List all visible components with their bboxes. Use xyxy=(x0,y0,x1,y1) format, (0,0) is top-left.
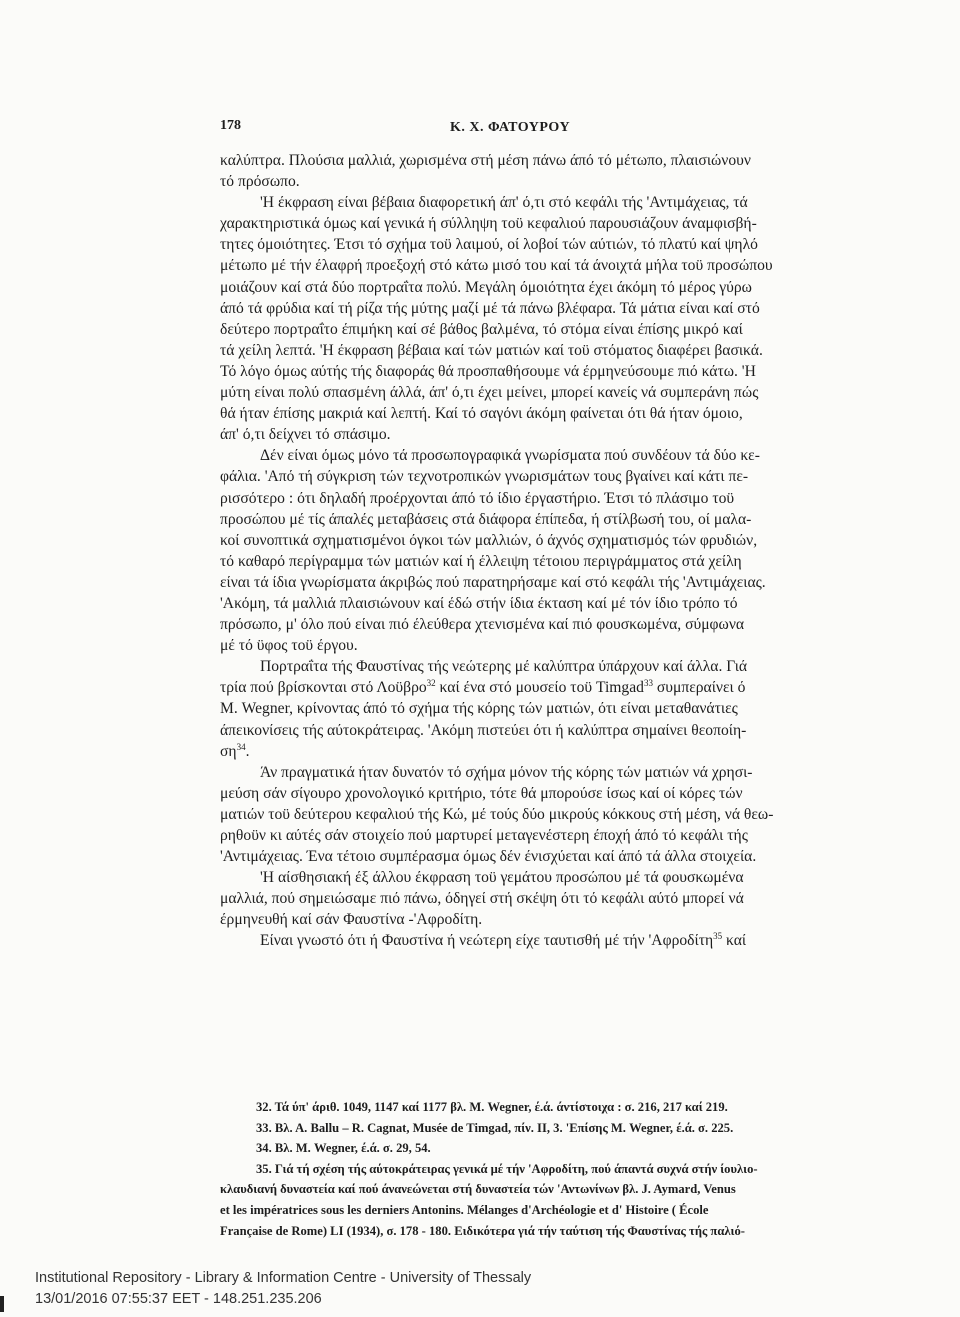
body-line: μέ τό ϋφος τοϋ έργου. xyxy=(220,637,358,655)
footnote-35: 35. Γιά τή σχέση τής αύτοκράτειρας γενικά μέ τήν 'Αφροδίτη, πού άπαντά συχνά στήν ίουλιο- xyxy=(256,1161,758,1176)
footnote-34: 34. Βλ. Μ. Wegner, έ.ά. σ. 29, 54. xyxy=(256,1141,431,1156)
body-line: Μ. Wegner, κρίνοντας άπό τό σχήμα τής κόρης τών ματιών, ότι είναι μεταθανάτιες xyxy=(220,700,738,718)
body-line: έρμηνευθή καί σάν Φαυστίνα -'Αφροδίτη. xyxy=(220,911,483,929)
body-line: μύτη είναι πολύ σπασμένη άλλά, άπ' ό,τι έχει μείνει, μπορεί κανείς νά συμπεράνη πώς xyxy=(220,384,759,402)
body-line xyxy=(220,741,868,762)
body-line: 'Η αίσθησιακή έξ άλλου έκφραση τοϋ γεμάτου προσώπου μέ τά φουσκωμένα xyxy=(260,869,744,887)
body-line: χαρακτηριστικά όμως καί γενικά ή σύλληψη τοϋ κεφαλιού παρουσιάζουν άναμφισβή- xyxy=(220,215,757,233)
footnote-32: 32. Τά ύπ' άριθ. 1049, 1147 καί 1177 βλ. Μ. Wegner, έ.ά. άντίστοιχα : σ. 216, 217 καί 219. xyxy=(256,1100,728,1114)
body-line: Πορτραΐτα τής Φαυστίνας τής νεώτερης μέ καλύπτρα ύπάρχουν καί άλλα. Γιά xyxy=(260,658,748,676)
body-line: τητες όμοιότητες. Έτσι τό σχήμα τοϋ λαιμού, οί λοβοί τών αύτιών, τό πλατύ καί ψηλό xyxy=(220,236,758,254)
body-line: τό καθαρό περίγραμμα τών ματιών καί ή έλλειψη τέτοιου περιγράμματος στά χείλη xyxy=(220,552,742,570)
body-line: φάλια. 'Από τή σύγκριση τών τεχνοτροπικών γνωρισμάτων τους βγαίνει καί κάτι πε- xyxy=(220,468,749,486)
body-line: άπ' ό,τι δείχνει τό σπάσιμο. xyxy=(220,426,391,444)
body-line: ρισσότερο : ότι δηλαδή προέρχονται άπό τό ίδιο έργαστήριο. Έτσι τό πλάσιμο τοϋ xyxy=(220,489,735,507)
body-line: τό πρόσωπο. xyxy=(220,173,300,191)
body-line: 'Ακόμη, τά μαλλιά πλαισιώνουν καί έδώ στήν ίδια έκταση καί μέ τόν ίδιο τρόπο τό xyxy=(220,594,738,612)
footnote-ref-33: 33 xyxy=(643,678,653,689)
body-line: είναι τά ίδια γνωρίσματα άκριβώς πού παρατηρήσαμε καί στό κεφάλι τής 'Αντιμάχειας. xyxy=(220,573,766,591)
body-line: δεύτερο πορτραΐτο έπιμήκη καί σέ βάθος βαλμένα, τό στόμα είναι έπίσης μικρό καί xyxy=(220,320,743,338)
body-line: μέτωπο μέ τήν έλαφρή προεξοχή στό κάτω μισό του καί τά άνοιχτά μήλα τοϋ προσώπου xyxy=(220,257,773,275)
body-line: μοιάζουν καί στά δύο πορτραΐτα πολύ. Μεγάλη όμοιότητα έχει άκόμη τό μέρος γύρω xyxy=(220,278,752,296)
body-line: τά χείλη λεπτά. 'Η έκφραση βέβαια καί τών ματιών καί τοϋ στόματος διαφέρει βασικά. xyxy=(220,341,763,359)
body-fragment: ση xyxy=(220,742,237,760)
body-line: Άν πραγματικά ήταν δυνατόν τό σχήμα μόνον τής κόρης τών ματιών νά χρησι- xyxy=(260,763,753,781)
body-line: ρηθοϋν κι αύτές σάν στοιχείο πού μαρτυρεί μεταγενέστερη έποχή άπό τό κεφάλι τής xyxy=(220,827,748,844)
body-line: κοί συνοπτικά σχηματισμένοι όγκοι τών μαλλιών, ό άχνός σχηματισμός τών φρυδιών, xyxy=(220,531,758,549)
body-fragment: καί ένα στό μουσείο τοϋ Timgad xyxy=(435,679,644,697)
body-line xyxy=(220,930,868,951)
body-line: μαλλιά, πού σημειώσαμε πιό πάνω, όδηγεί στή σκέψη ότι τό κεφάλι αύτό μπορεί νά xyxy=(220,890,744,908)
body-fragment: τρία πού βρίσκονται στό Λοϋβρο xyxy=(220,679,427,697)
footnote-ref-32: 32 xyxy=(426,678,436,689)
body-fragment: Είναι γνωστό ότι ή Φαυστίνα ή νεώτερη είχε ταυτισθή μέ τήν 'Αφροδίτη xyxy=(260,932,714,950)
watermark-line-1: Institutional Repository - Library & Information Centre - University of Thessaly xyxy=(35,1270,532,1286)
body-line: άπεικονίσεις τής αύτοκράτειρας. 'Ακόμη πιστεύει ότι ή καλύπτρα σημαίνει θεοποίη- xyxy=(220,721,747,739)
body-line: άπό τά φρύδια καί τή ρίζα τής μύτης μαζί μέ τά πάνω βλέφαρα. Τά μάτια είναι καί στό xyxy=(220,299,760,317)
body-line: 'Αντιμάχειας. Ένα τέτοιο συμπέρασμα όμως δέν ένισχύεται καί άπό τά άλλα στοιχεία. xyxy=(220,848,757,866)
body-line: 'Η έκφραση είναι βέβαια διαφορετική άπ' ό,τι στό κεφάλι τής 'Αντιμάχειας, τά xyxy=(260,194,748,212)
body-line: καλύπτρα. Πλούσια μαλλιά, χωρισμένα στή μέση πάνω άπό τό μέτωπο, πλαισιώνουν xyxy=(220,152,751,169)
watermark-line-2: 13/01/2016 07:55:37 EET - 148.251.235.206 xyxy=(35,1291,322,1307)
body-fragment: συμπεραίνει ό xyxy=(652,679,746,697)
body-line: Δέν είναι όμως μόνο τά προσωπογραφικά γνωρίσματα πού συνδέουν τά δύο κε- xyxy=(260,447,760,465)
body-line: θά ήταν έπίσης μακριά καί λεπτή. Καί τό σαγόνι άκόμη φαίνεται ότι θά ήταν όμοιο, xyxy=(220,405,743,423)
page-number: 178 xyxy=(220,118,241,133)
footnote-35-line: κλαυδιανή δυναστεία καί πού άνανεώνεται στή δυναστεία τών 'Αντωνίνων βλ. J. Aymard, Venus xyxy=(220,1182,736,1197)
running-head: Κ. Χ. ΦΑΤΟΥΡΟΥ xyxy=(450,120,571,135)
footnote-ref-35: 35 xyxy=(713,931,723,942)
footnote-ref-34: 34 xyxy=(236,741,246,752)
footnote-35-line: Française de Rome) LI (1934), σ. 178 - 180. Ειδικότερα γιά τήν ταύτιση τής Φαυστίνας τής παλιό- xyxy=(220,1223,745,1238)
body-line: πρόσωπο, μ' όλο πού είναι πιό έλεύθερα χτενισμένα καί πιό φουσκωμένα, σύμφωνα xyxy=(220,616,745,634)
body-line: προσώπου μέ τίς άπαλές μεταβάσεις στά διάφορα έπίπεδα, ή στίλβωσή του, οί μαλα- xyxy=(220,510,752,528)
body-text xyxy=(220,150,868,952)
body-line: μεύση σάν σίγουρο χρονολογικό κριτήριο, τότε θά μπορούσε ίσως καί οί κόρες τών xyxy=(220,784,743,802)
body-fragment: καί xyxy=(722,932,747,950)
repository-watermark xyxy=(35,1268,531,1310)
footnotes xyxy=(220,1097,868,1241)
body-fragment: . xyxy=(245,742,250,760)
footnote-33: 33. Βλ. Α. Ballu – R. Cagnat, Musée de Timgad, πίν. II, 3. 'Επίσης Μ. Wegner, έ.ά. σ. 225. xyxy=(256,1120,734,1135)
footnote-35-line: et les impératrices sous les derniers Antonins. Mélanges d'Archéologie et d' Histoire ( École xyxy=(220,1202,709,1217)
scan-edge-mark xyxy=(0,1296,4,1312)
body-line: ματιών τοϋ δεύτερου κεφαλιού τής Κώ, μέ τούς δύο μικρούς κόκκους στή μέση, νά θεω- xyxy=(220,805,774,823)
body-line: Τό λόγο όμως αύτής τής διαφοράς θά προσπαθήσουμε νά έρμηνεύσουμε πιό κάτω. 'Η xyxy=(220,362,756,380)
body-line xyxy=(220,677,868,698)
